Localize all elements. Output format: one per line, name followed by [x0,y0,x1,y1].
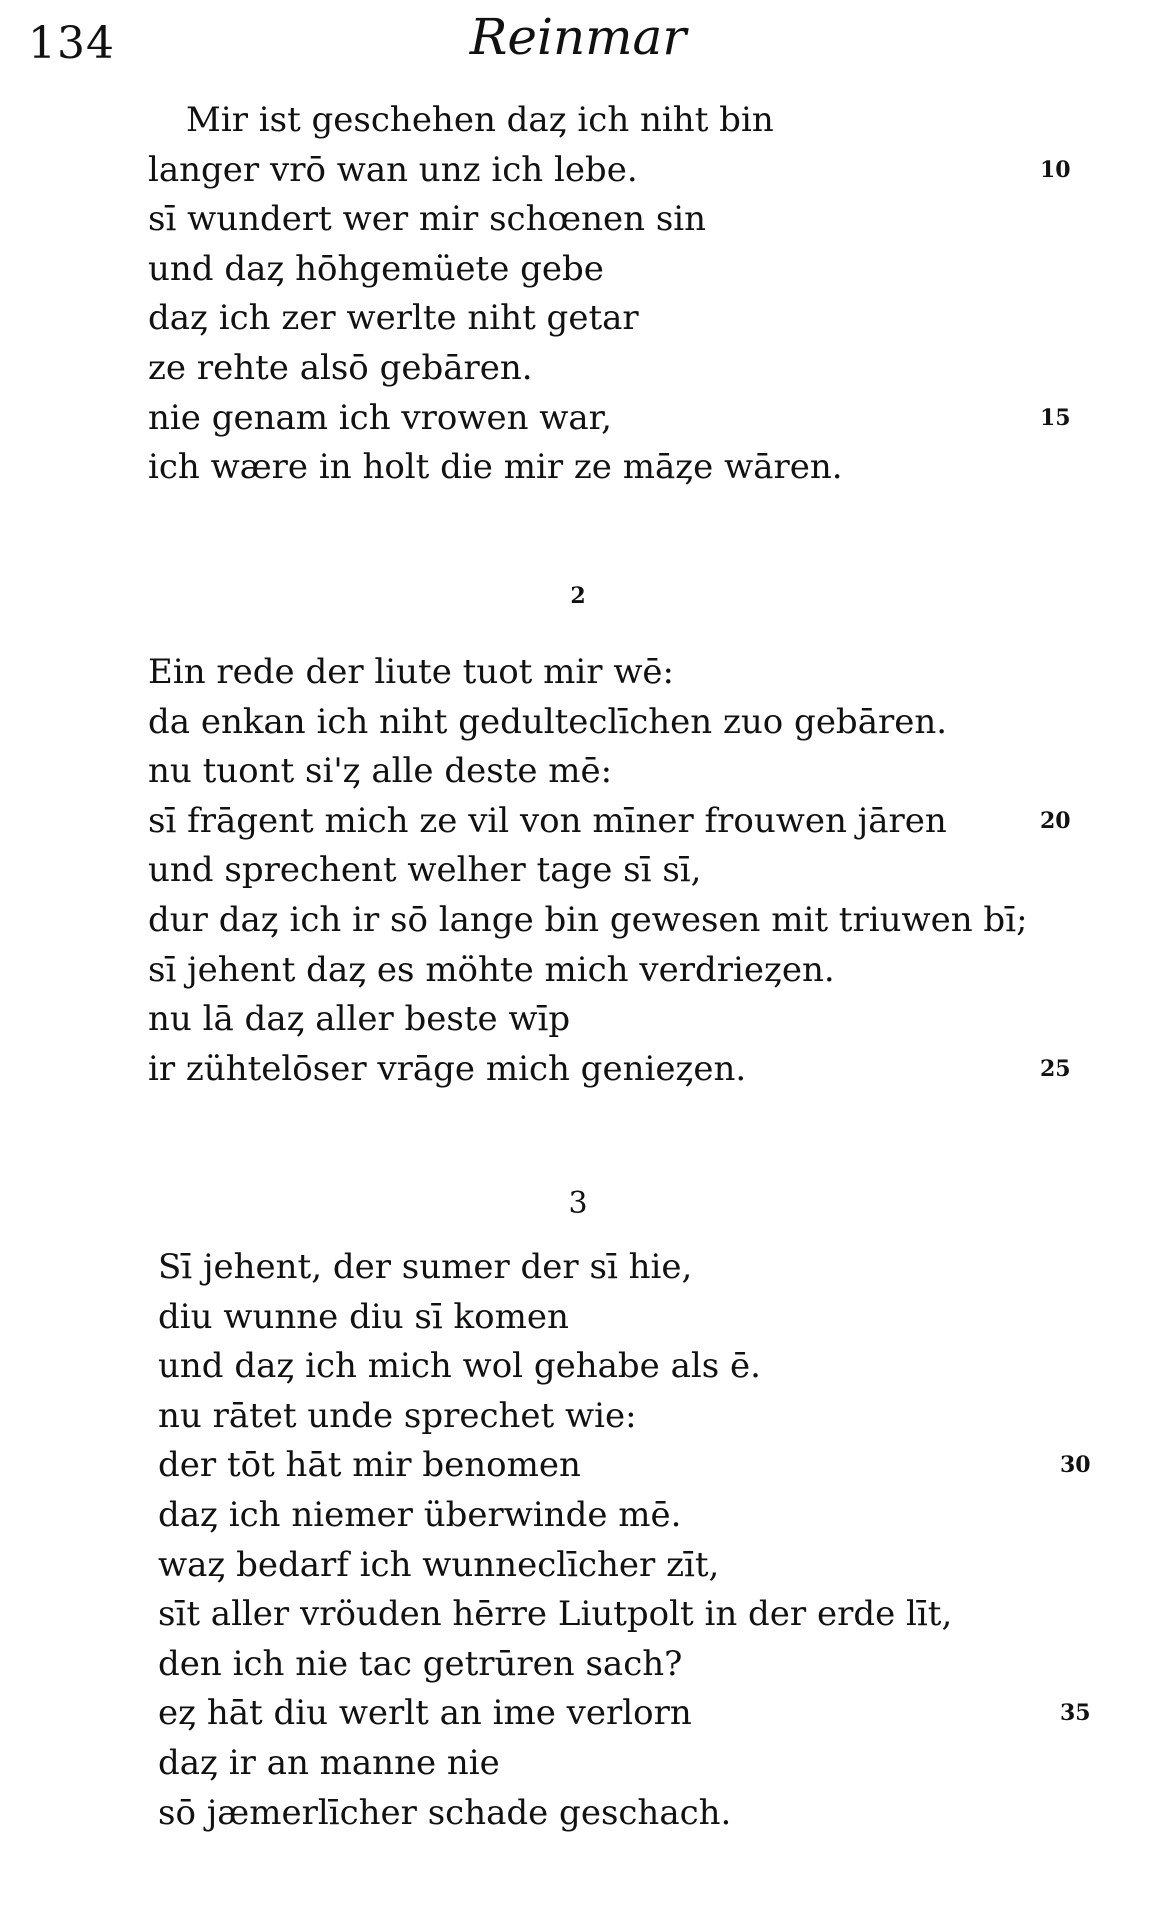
verse-line [148,344,1108,394]
verse-text: daȥ ich niemer überwinde mē. [158,1494,682,1535]
verse-line [148,394,1108,444]
verse-line [148,946,1108,996]
verse-line [158,1293,1118,1343]
line-number: 30 [1060,1452,1091,1479]
verse-text: nu rātet unde sprechet wie: [158,1395,637,1436]
verse-text: nu lā daȥ aller beste wīp [148,999,571,1040]
verse-text: daȥ ich zer werlte niht getar [148,298,639,339]
verse-line [158,1640,1118,1690]
stanza-2 [148,648,1108,1094]
verse-text: Sī jehent, der sumer der sī hie, [158,1247,693,1287]
stanza-number: 3 [568,1186,588,1221]
verse-text: langer vrō wan unz ich lebe. [148,149,638,190]
verse-text: sī wundert wer mir schœnen sin [148,199,707,240]
verse-line [148,294,1108,344]
verse-line [158,1689,1118,1739]
verse-text: sī frāgent mich ze vil von mīner frouwen jāren [148,800,947,841]
verse-line [148,797,1108,847]
verse-text: sī jehent daȥ es möhte mich verdrieȥen. [148,949,835,990]
verse-text: nie genam ich vrowen war, [148,397,612,438]
verse-text: daȥ ir an manne nie [158,1742,500,1783]
verse-line [148,1045,1108,1095]
verse-text: und sprechent welher tage sī sī, [148,850,702,891]
verse-line [148,648,1108,698]
verse-line [148,443,1108,493]
line-number: 10 [1040,156,1071,183]
verse-line [148,245,1108,295]
verse-text: diu wunne diu sī komen [158,1296,569,1337]
verse-line [158,1243,1118,1293]
verse-line [158,1342,1118,1392]
line-number: 20 [1040,807,1071,834]
verse-text: ich wære in holt die mir ze māȥe wāren. [148,447,843,488]
verse-line [148,747,1108,797]
stanza-1 [148,96,1108,493]
verse-text: der tōt hāt mir benomen [158,1445,581,1486]
stanza-number: 2 [570,583,586,609]
running-title: Reinmar [469,8,687,66]
verse-line [158,1739,1118,1789]
verse-text: sīt aller vröuden hērre Liutpolt in der erde līt, [158,1594,953,1635]
verse-text: nu tuont si'ȥ alle deste mē: [148,751,613,792]
line-number: 25 [1040,1055,1071,1082]
verse-line [148,846,1108,896]
verse-line [148,896,1108,946]
verse-text: und daȥ hōhgemüete gebe [148,248,604,289]
line-number: 15 [1040,404,1071,431]
verse-line [148,995,1108,1045]
verse-line [158,1541,1118,1591]
line-number: 35 [1060,1700,1091,1727]
verse-text: eȥ hāt diu werlt an ime verlorn [158,1693,692,1734]
verse-line [158,1491,1118,1541]
verse-line [158,1441,1118,1491]
verse-text: ze rehte alsō gebāren. [148,347,533,388]
verse-text: und daȥ ich mich wol gehabe als ē. [158,1346,761,1387]
verse-line [158,1789,1118,1839]
verse-line [158,1590,1118,1640]
verse-text: Mir ist geschehen daȥ ich niht bin [186,100,774,140]
verse-line [148,698,1108,748]
verse-text: waȥ bedarf ich wunneclīcher zīt, [158,1544,720,1585]
verse-text: Ein rede der liute tuot mir wē: [148,652,675,692]
verse-line [148,96,1108,146]
verse-line [158,1392,1118,1442]
verse-line [148,195,1108,245]
verse-text: den ich nie tac getrūren sach? [158,1643,683,1684]
verse-text: ir zühtelōser vrāge mich genieȥen. [148,1048,747,1089]
verse-text: da enkan ich niht gedulteclīchen zuo gebāren. [148,701,948,742]
page-number: 134 [28,18,115,69]
stanza-3 [158,1243,1118,1838]
verse-text: sō jæmerlīcher schade geschach. [158,1792,732,1833]
verse-text: dur daȥ ich ir sō lange bin gewesen mit triuwen bī; [148,899,1028,940]
verse-line [148,146,1108,196]
